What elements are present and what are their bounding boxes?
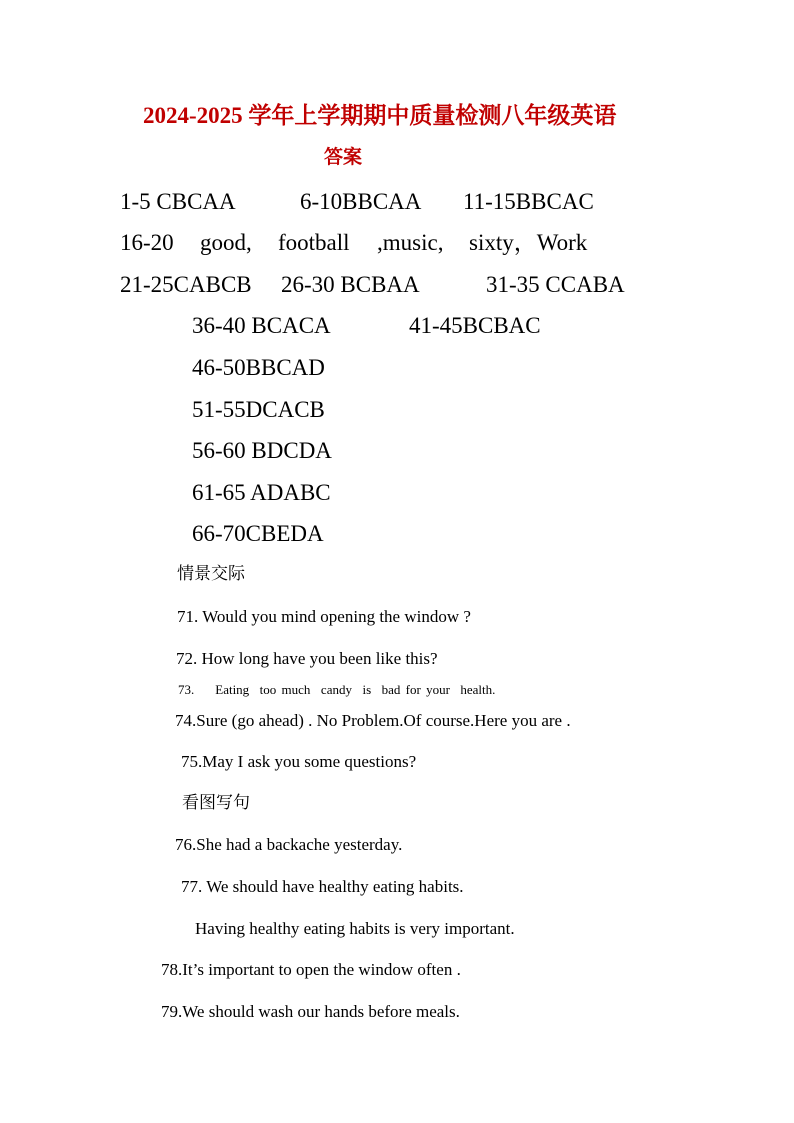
answer-11-15: 11-15BBCAC bbox=[463, 189, 594, 214]
answer-71: 71. Would you mind opening the window ? bbox=[177, 607, 471, 626]
answer-31-35: 31-35 CCABA bbox=[486, 272, 625, 297]
answer-21-25: 21-25CABCB bbox=[120, 272, 252, 297]
answer-66-70: 66-70CBEDA bbox=[192, 521, 324, 546]
answer-77-alternative: Having healthy eating habits is very important. bbox=[195, 919, 515, 938]
document-subtitle: 答案 bbox=[324, 147, 363, 168]
answer-78: 78.It’s important to open the window often . bbox=[161, 960, 461, 979]
document-title: 2024-2025 学年上学期期中质量检测八年级英语 bbox=[143, 103, 617, 128]
answer-16-20-label: 16-20 bbox=[120, 230, 174, 255]
answer-41-45: 41-45BCBAC bbox=[409, 313, 541, 338]
section-heading-picture-writing: 看图写句 bbox=[182, 793, 250, 812]
answer-75: 75.May I ask you some questions? bbox=[181, 752, 417, 771]
answer-76: 76.She had a backache yesterday. bbox=[175, 835, 403, 854]
answer-46-50: 46-50BBCAD bbox=[192, 355, 325, 380]
answer-77: 77. We should have healthy eating habits. bbox=[181, 877, 464, 896]
answer-61-65: 61-65 ADABC bbox=[192, 480, 331, 505]
answer-6-10: 6-10BBCAA bbox=[300, 189, 422, 214]
answer-72: 72. How long have you been like this? bbox=[176, 649, 438, 668]
answer-16-20-word-3: ,music, bbox=[377, 230, 444, 255]
section-heading-situational: 情景交际 bbox=[177, 564, 245, 583]
answer-16-20-word-1: good, bbox=[200, 230, 252, 255]
answer-74: 74.Sure (go ahead) . No Problem.Of course.Here you are . bbox=[175, 711, 571, 730]
answer-16-20-word-2: football bbox=[278, 230, 350, 255]
answer-56-60: 56-60 BDCDA bbox=[192, 438, 332, 463]
answer-26-30: 26-30 BCBAA bbox=[281, 272, 420, 297]
answer-36-40: 36-40 BCACA bbox=[192, 313, 331, 338]
answer-51-55: 51-55DCACB bbox=[192, 397, 325, 422]
answer-73: 73. Eating too much candy is bad for your health. bbox=[178, 682, 496, 697]
answer-79: 79.We should wash our hands before meals. bbox=[161, 1002, 460, 1021]
answer-16-20-word-4: sixty，Work bbox=[469, 230, 588, 255]
answer-1-5: 1-5 CBCAA bbox=[120, 189, 236, 214]
